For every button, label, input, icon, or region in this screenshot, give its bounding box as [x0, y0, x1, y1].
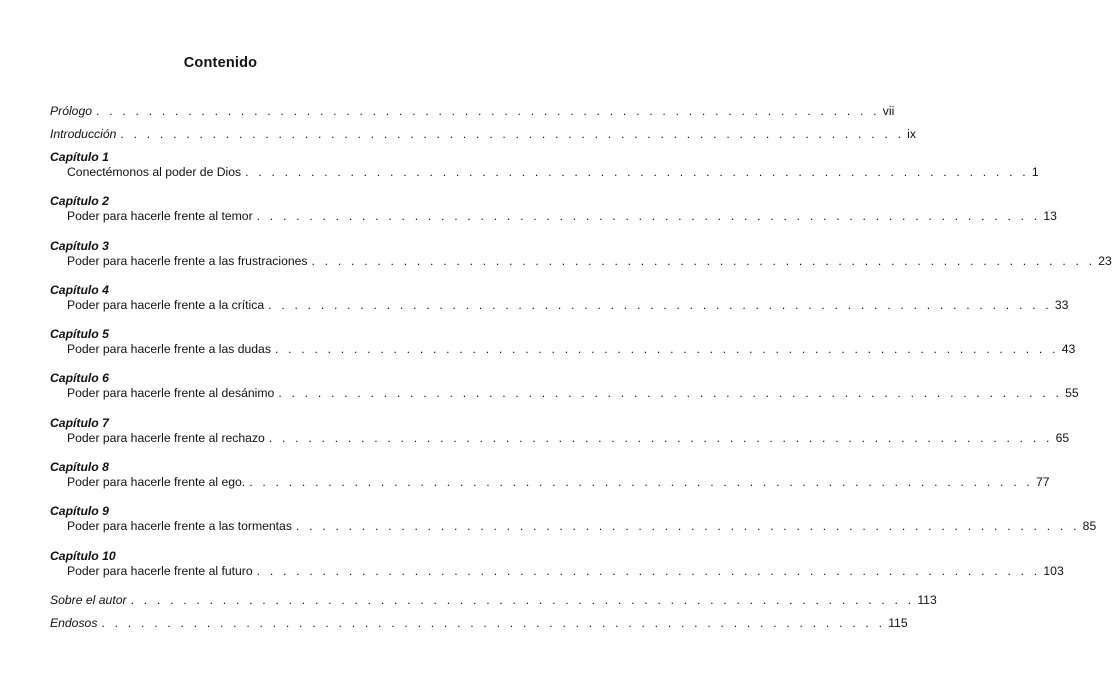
dot-leader: . . . . . . . . . . . . . . . . . . . . . . . . . . . . . . . . . . . . . . . . . . . . . . . . . . . . . . . . . . . . — [101, 615, 886, 630]
dot-leader: . . . . . . . . . . . . . . . . . . . . . . . . . . . . . . . . . . . . . . . . . . . . . . . . . . . . . . . . . . . . — [278, 386, 1063, 401]
toc-chapter-8[interactable] — [50, 460, 1050, 504]
chapter-number: Capítulo 1 — [50, 150, 109, 164]
entry-label: Prólogo — [50, 104, 93, 118]
toc-entry-endorsements[interactable] — [50, 615, 908, 631]
dot-leader: . . . . . . . . . . . . . . . . . . . . . . . . . . . . . . . . . . . . . . . . . . . . . . . . . . . . . . . . . . . . — [130, 592, 915, 607]
chapter-title: Poder para hacerle frente al ego. — [67, 475, 246, 490]
page-number: 33 — [1054, 297, 1069, 312]
page-number: 115 — [888, 615, 908, 630]
chapter-title: Poder para hacerle frente al futuro — [67, 563, 253, 578]
page-number: 55 — [1065, 386, 1079, 401]
chapter-number: Capítulo 9 — [50, 504, 109, 519]
chapter-entry[interactable] — [50, 165, 1039, 180]
toc-chapter-9[interactable] — [50, 504, 1097, 548]
dot-leader: . . . . . . . . . . . . . . . . . . . . . . . . . . . . . . . . . . . . . . . . . . . . . . . . . . . . . . . . . . . . — [268, 297, 1052, 312]
dot-leader: . . . . . . . . . . . . . . . . . . . . . . . . . . . . . . . . . . . . . . . . . . . . . . . . . . . . . . . . . . . . — [245, 165, 1029, 179]
toc-chapter-7[interactable] — [50, 415, 1070, 460]
toc-chapter-4[interactable] — [50, 282, 1069, 327]
page-number: 43 — [1061, 342, 1076, 357]
page-number: vii — [882, 104, 895, 118]
page-number: ix — [907, 127, 916, 141]
dot-leader: . . . . . . . . . . . . . . . . . . . . . . . . . . . . . . . . . . . . . . . . . . . . . . . . . . . . . . . . . . . . — [96, 104, 880, 118]
dot-leader: . . . . . . . . . . . . . . . . . . . . . . . . . . . . . . . . . . . . . . . . . . . . . . . . . . . . . . . . . . . . — [120, 127, 905, 141]
chapter-number: Capítulo 6 — [50, 371, 109, 386]
toc-chapter-1[interactable] — [50, 150, 1039, 194]
page-title: Contenido — [183, 55, 258, 71]
chapter-entry[interactable] — [50, 297, 1069, 313]
page-number: 113 — [917, 592, 937, 607]
toc-chapter-6[interactable] — [50, 371, 1079, 415]
page-number: 65 — [1055, 430, 1070, 445]
entry-label: Introducción — [50, 127, 117, 141]
chapter-number: Capítulo 3 — [50, 238, 109, 253]
dot-leader: . . . . . . . . . . . . . . . . . . . . . . . . . . . . . . . . . . . . . . . . . . . . . . . . . . . . . . . . . . . . — [274, 342, 1059, 357]
page-number: 1 — [1031, 165, 1039, 179]
chapter-number: Capítulo 5 — [50, 327, 109, 342]
chapter-entry[interactable] — [50, 253, 1112, 269]
toc-entry-introduction[interactable] — [50, 127, 916, 142]
chapter-entry[interactable] — [50, 209, 1057, 224]
toc-chapter-3[interactable] — [50, 238, 1112, 283]
chapter-list — [50, 150, 1112, 593]
chapter-entry[interactable] — [50, 563, 1064, 579]
chapter-title: Poder para hacerle frente al desánimo — [67, 386, 275, 401]
chapter-number: Capítulo 2 — [50, 194, 109, 209]
toc-entry-about-author[interactable] — [50, 592, 937, 608]
toc-chapter-2[interactable] — [50, 194, 1057, 238]
chapter-title: Poder para hacerle frente al temor — [67, 209, 253, 224]
chapter-title: Poder para hacerle frente a la crítica — [67, 297, 265, 312]
dot-leader: . . . . . . . . . . . . . . . . . . . . . . . . . . . . . . . . . . . . . . . . . . . . . . . . . . . . . . . . . . . . — [295, 519, 1080, 534]
back-matter — [50, 592, 937, 631]
chapter-number: Capítulo 7 — [50, 415, 109, 430]
chapter-title: Poder para hacerle frente a las frustraciones — [67, 253, 308, 268]
chapter-entry[interactable] — [50, 519, 1097, 534]
chapter-title: Poder para hacerle frente al rechazo — [67, 430, 265, 445]
chapter-title: Conectémonos al poder de Dios — [67, 165, 242, 179]
chapter-number: Capítulo 10 — [50, 548, 116, 563]
page-number: 85 — [1082, 519, 1097, 534]
entry-label: Sobre el autor — [50, 592, 127, 607]
chapter-entry[interactable] — [50, 342, 1076, 357]
entry-label: Endosos — [50, 615, 98, 630]
page-number: 103 — [1043, 563, 1064, 578]
dot-leader: . . . . . . . . . . . . . . . . . . . . . . . . . . . . . . . . . . . . . . . . . . . . . . . . . . . . . . . . . . . . — [256, 209, 1041, 224]
chapter-entry[interactable] — [50, 430, 1070, 446]
page-number: 13 — [1043, 209, 1057, 224]
toc-entry-prologue[interactable] — [50, 104, 895, 119]
dot-leader: . . . . . . . . . . . . . . . . . . . . . . . . . . . . . . . . . . . . . . . . . . . . . . . . . . . . . . . . . . . . — [249, 475, 1033, 490]
chapter-title: Poder para hacerle frente a las tormentas — [67, 519, 292, 534]
chapter-entry[interactable] — [50, 386, 1079, 401]
dot-leader: . . . . . . . . . . . . . . . . . . . . . . . . . . . . . . . . . . . . . . . . . . . . . . . . . . . . . . . . . . . . — [256, 563, 1041, 578]
table-of-contents — [50, 104, 1112, 639]
chapter-entry[interactable] — [50, 475, 1050, 490]
chapter-title: Poder para hacerle frente a las dudas — [67, 342, 271, 357]
page-number: 23 — [1098, 253, 1112, 268]
chapter-number: Capítulo 4 — [50, 282, 109, 297]
dot-leader: . . . . . . . . . . . . . . . . . . . . . . . . . . . . . . . . . . . . . . . . . . . . . . . . . . . . . . . . . . . . — [311, 253, 1096, 268]
dot-leader: . . . . . . . . . . . . . . . . . . . . . . . . . . . . . . . . . . . . . . . . . . . . . . . . . . . . . . . . . . . . — [268, 430, 1053, 445]
toc-chapter-10[interactable] — [50, 548, 1064, 593]
page-number: 77 — [1035, 475, 1050, 490]
chapter-number: Capítulo 8 — [50, 460, 109, 475]
toc-chapter-5[interactable] — [50, 327, 1076, 371]
